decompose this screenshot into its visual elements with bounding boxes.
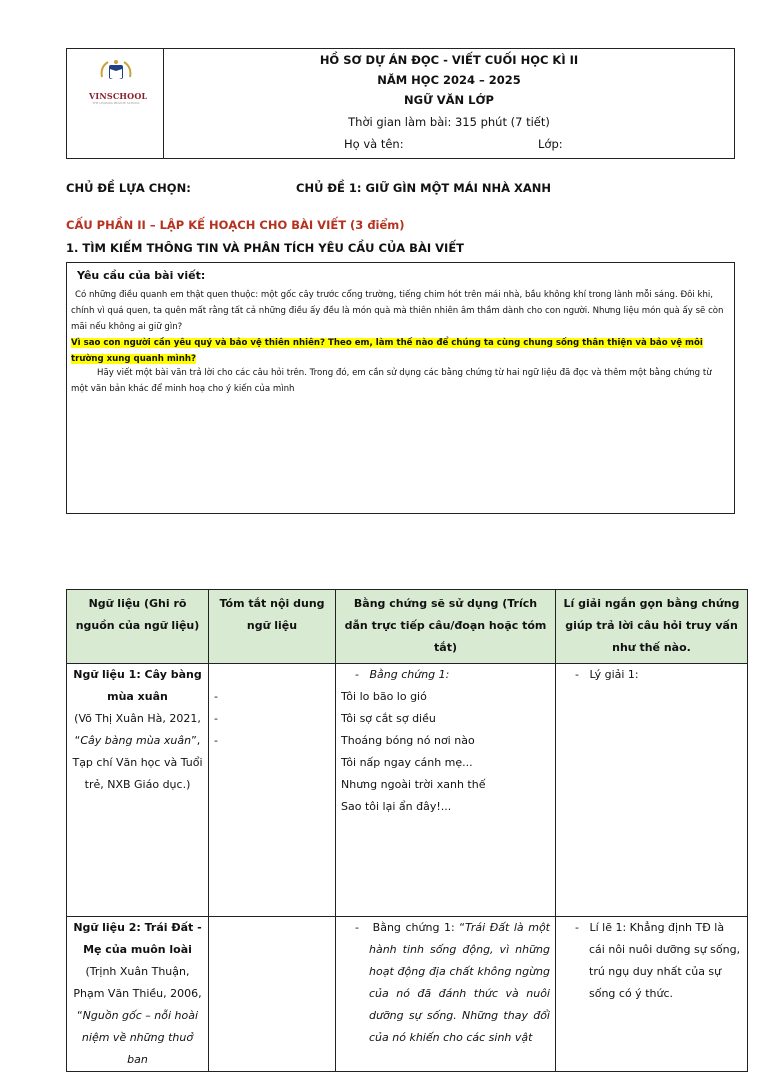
table-row	[67, 664, 748, 917]
title-line-3: NGỮ VĂN LỚP	[404, 93, 494, 107]
requirement-question	[71, 335, 731, 367]
citation-text: (Võ Thị Xuân Hà, 2021, “	[74, 712, 201, 747]
source-citation	[72, 961, 203, 1071]
table-row	[67, 917, 748, 1072]
summary-cell[interactable]	[209, 917, 336, 1072]
column-header-source: Ngữ liệu (Ghi rõ nguồn của ngữ liệu)	[67, 590, 209, 664]
name-label: Họ và tên:	[344, 137, 404, 151]
source-cell	[67, 664, 209, 917]
evidence-cell[interactable]	[336, 917, 556, 1072]
column-header-summary: Tóm tắt nội dung ngữ liệu	[209, 590, 336, 664]
highlighted-question: Vì sao con người cần yêu quý và bảo vệ thiên nhiên? Theo em, làm thế nào để chúng ta cùng chung sống thân thiện và bảo vệ môi trường xung quanh mình?	[71, 338, 703, 364]
evidence-line: Tôi sợ cắt sợ diều	[341, 712, 436, 725]
evidence-line: Thoáng bóng nó nơi nào	[341, 734, 475, 747]
citation-italic: Cây bàng mùa xuân	[80, 734, 192, 747]
logo-name: VINSCHOOL	[89, 91, 148, 101]
column-header-evidence: Bằng chứng sẽ sử dụng (Trích dẫn trực tiếp câu/đoạn hoặc tóm tắt)	[336, 590, 556, 664]
explanation-text: Lý giải 1:	[589, 668, 639, 681]
evidence-quote: Trái Đất là một hành tinh sống động, vì những hoạt động địa chất không ngừng của nó đã đánh thức và nuôi dưỡng sự sống. Những thay đổi của nó khiến cho các sinh vật	[369, 921, 550, 1044]
summary-bullet: -	[214, 734, 218, 747]
school-logo	[89, 57, 148, 105]
explanation-item: - Lí lẽ 1: Khẳng định TĐ là cái nôi nuôi dưỡng sự sống, trú ngụ duy nhất của sự sống có ý thức.	[575, 921, 741, 1000]
source-cell	[67, 917, 209, 1072]
explanation-cell[interactable]	[556, 917, 748, 1072]
evidence-label: - Bằng chứng 1:	[355, 668, 450, 681]
evidence-prefix: Bằng chứng 1: “	[372, 921, 465, 934]
evidence-line: Tôi nấp ngay cánh mẹ...	[341, 756, 473, 769]
table-header-row	[67, 590, 748, 664]
logo-tagline: THE LEADING PRIVATE SCHOOL	[92, 101, 140, 105]
source-title: Ngữ liệu 1: Cây bàng mùa xuân	[73, 668, 202, 703]
topic-value: CHỦ ĐỀ 1: GIỮ GÌN MỘT MÁI NHÀ XANH	[296, 181, 552, 195]
citation-text-end: ”, Tạp chí Văn học và Tuổi trẻ, NXB Giáo dục.)	[72, 734, 203, 791]
explanation-item: - Lý giải 1:	[575, 668, 639, 681]
section-title: CẤU PHẦN II – LẬP KẾ HOẠCH CHO BÀI VIẾT (3 điểm)	[66, 218, 405, 232]
explanation-text: Lí lẽ 1: Khẳng định TĐ là cái nôi nuôi dưỡng sự sống, trú ngụ duy nhất của sự sống có ý thức.	[589, 921, 741, 1000]
column-header-explanation: Lí giải ngắn gọn bằng chứng giúp trả lời câu hỏi truy vấn như thế nào.	[556, 590, 748, 664]
header-box	[66, 48, 735, 159]
title-line-2: NĂM HỌC 2024 – 2025	[377, 73, 521, 87]
citation-italic: Nguồn gốc – nỗi hoài niệm về những thuở ban	[81, 1009, 199, 1066]
citation-text: (Trịnh Xuân Thuận, Phạm Văn Thiều, 2006, “	[73, 965, 202, 1022]
class-label: Lớp:	[538, 137, 563, 151]
requirement-paragraph-2: Hãy viết một bài văn trả lời cho các câu hỏi trên. Trong đó, em cần sử dụng các bằng chứng từ hai ngữ liệu đã đọc và thêm một bằng chứng từ một văn bản khác để minh hoạ cho ý kiến của mình	[71, 368, 712, 394]
summary-bullet: -	[214, 690, 218, 703]
evidence-table	[66, 589, 748, 1072]
evidence-line: Nhưng ngoài trời xanh thế	[341, 778, 486, 791]
requirement-box	[66, 262, 735, 514]
evidence-line: Tôi lo bão lo gió	[341, 690, 427, 703]
source-title: Ngữ liệu 2: Trái Đất - Mẹ của muôn loài	[73, 921, 202, 956]
book-crest-icon	[96, 57, 136, 87]
evidence-line: Sao tôi lại ẩn đây!...	[341, 800, 452, 813]
evidence-cell[interactable]	[336, 664, 556, 917]
header-text	[164, 49, 734, 158]
section-subtitle: 1. TÌM KIẾM THÔNG TIN VÀ PHÂN TÍCH YÊU CẦU CỦA BÀI VIẾT	[66, 241, 465, 255]
requirement-paragraph-1: Có những điều quanh em thật quen thuộc: một gốc cây trước cổng trường, tiếng chim hót trên mái nhà, bầu không khí trong lành mỗi sáng. Đôi khi, chính vì quá quen, ta quên mất rằng tất cả những điều ấy đều là món quà mà thiên nhiên âm thầm dành cho con người. Nhưng liệu món quà ấy sẽ còn mãi nếu không ai giữ gìn?	[71, 290, 724, 332]
summary-cell[interactable]	[209, 664, 336, 917]
evidence-label-text: Bằng chứng 1:	[369, 668, 450, 681]
source-citation	[72, 708, 203, 796]
topic-label: CHỦ ĐỀ LỰA CHỌN:	[66, 181, 191, 195]
evidence-item: - Bằng chứng 1: “Trái Đất là một hành tinh sống động, vì những hoạt động địa chất không ngừng của nó đã đánh thức và nuôi dưỡng sự sống. Những thay đổi của nó khiến cho các sinh vật	[355, 921, 550, 1044]
time-text: Thời gian làm bài: 315 phút (7 tiết)	[348, 115, 550, 129]
summary-bullet: -	[214, 712, 218, 725]
title-line-1: HỒ SƠ DỰ ÁN ĐỌC - VIẾT CUỐI HỌC KÌ II	[319, 53, 579, 67]
requirement-title: Yêu cầu của bài viết:	[77, 269, 206, 282]
explanation-cell[interactable]	[556, 664, 748, 917]
logo-cell	[67, 49, 164, 158]
